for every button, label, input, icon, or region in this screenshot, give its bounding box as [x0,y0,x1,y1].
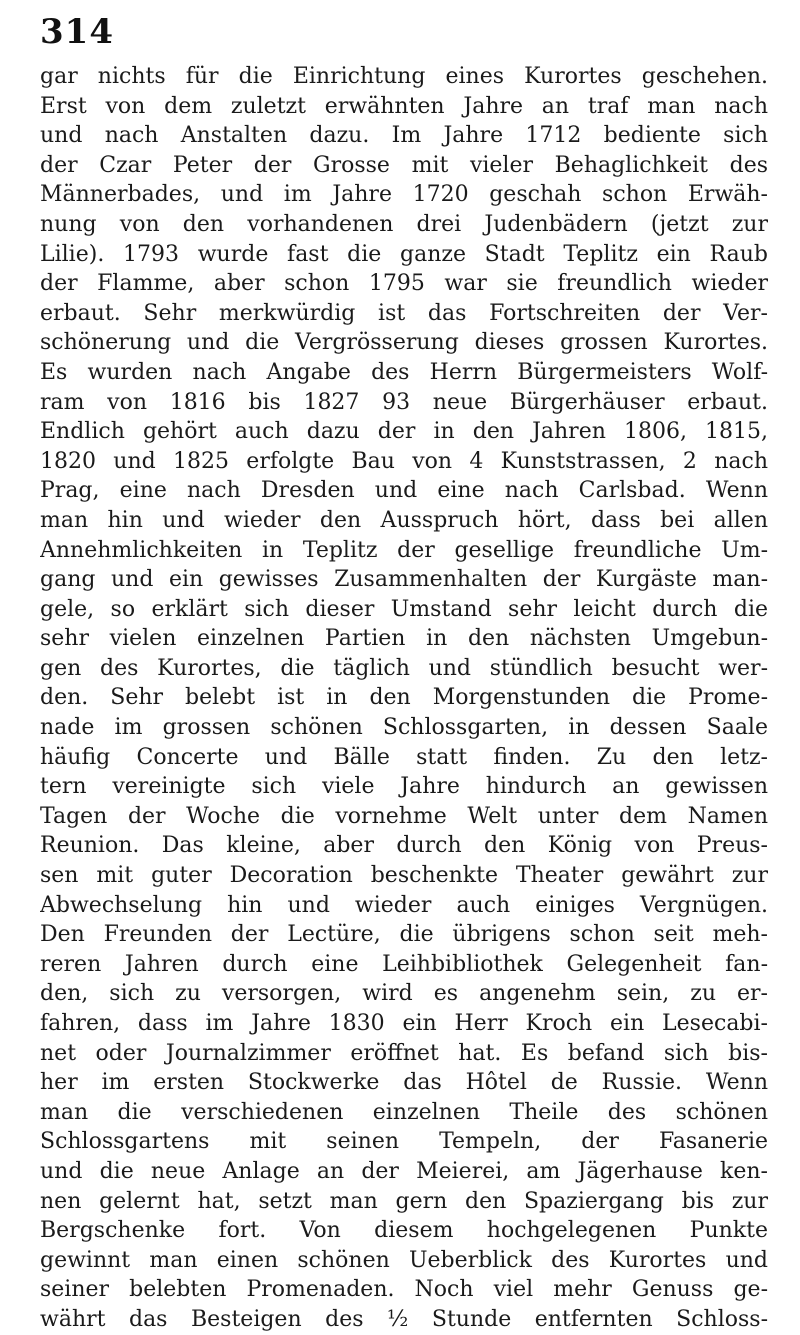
text-line: gang und ein gewisses Zusammenhalten der Kurgäste man- [40,567,768,593]
text-line: Lilie). 1793 wurde fast die ganze Stadt Teplitz ein Raub [40,241,768,267]
text-line: fahren, dass im Jahre 1830 ein Herr Kroch ein Lesecabi- [40,1011,768,1036]
text-line: nung von den vorhandenen drei Judenbädern (jetzt zur [40,211,768,237]
text-line: net oder Journalzimmer eröffnet hat. Es befand sich bis- [40,1040,768,1066]
text-line: Annehmlichkeiten in Teplitz der gesellige freundliche Um- [40,537,768,563]
text-line: den, sich zu versorgen, wird es angenehm sein, zu er- [40,981,768,1007]
text-line: nen gelernt hat, setzt man gern den Spaziergang bis zur [40,1188,768,1214]
text-line: Den Freunden der Lectüre, die übrigens schon seit meh- [40,922,768,948]
text-line: Es wurden nach Angabe des Herrn Bürgermeisters Wolf- [40,359,768,385]
text-line: nade im grossen schönen Schlossgarten, in dessen Saale [40,715,768,741]
text-line: Reunion. Das kleine, aber durch den König von Preus- [40,833,768,859]
text-line: gele, so erklärt sich dieser Umstand sehr leicht durch die [40,596,768,622]
text-line: häufig Concerte und Bälle statt finden. Zu den letz- [40,744,768,770]
page-number: 314 [40,12,114,52]
text-line: Tagen der Woche die vornehme Welt unter dem Namen [40,803,768,829]
text-line: Bergschenke fort. Von diesem hochgelegenen Punkte [40,1218,768,1244]
text-line: tern vereinigte sich viele Jahre hindurch an gewissen [40,774,768,800]
text-line: man hin und wieder den Ausspruch hört, dass bei allen [40,507,768,533]
text-line: der Czar Peter der Grosse mit vieler Behaglichkeit des [40,152,768,178]
text-line: sehr vielen einzelnen Partien in den nächsten Umgebun- [40,626,768,652]
text-line: und die neue Anlage an der Meierei, am Jägerhause ken- [40,1158,768,1184]
text-line: währt das Besteigen des ½ Stunde entfernten Schloss- [40,1306,768,1332]
text-line: man die verschiedenen einzelnen Theile des schönen [40,1099,768,1125]
text-line: gar nichts für die Einrichtung eines Kurortes geschehen. [40,64,768,89]
text-line: und nach Anstalten dazu. Im Jahre 1712 bediente sich [40,123,768,149]
text-line: Erst von dem zuletzt erwähnten Jahre an traf man nach [40,93,768,119]
text-line: 1820 und 1825 erfolgte Bau von 4 Kunststrassen, 2 nach [40,448,768,474]
text-line: Schlossgartens mit seinen Tempeln, der Fasanerie [40,1129,768,1155]
text-line: gen des Kurortes, die täglich und stündlich besucht wer- [40,655,768,681]
text-line: reren Jahren durch eine Leihbibliothek Gelegenheit fan- [40,951,768,977]
text-line: seiner belebten Promenaden. Noch viel mehr Genuss ge- [40,1277,768,1303]
text-line: her im ersten Stockwerke das Hôtel de Russie. Wenn [40,1070,768,1096]
body-text [40,62,768,1335]
text-line: Endlich gehört auch dazu der in den Jahren 1806, 1815, [40,419,768,445]
text-line: der Flamme, aber schon 1795 war sie freundlich wieder [40,271,768,297]
text-line: Männerbades, und im Jahre 1720 geschah schon Erwäh- [40,182,768,208]
text-line: schönerung und die Vergrösserung dieses grossen Kurortes. [40,330,768,356]
text-line: Prag, eine nach Dresden und eine nach Carlsbad. Wenn [40,478,768,504]
text-line: den. Sehr belebt ist in den Morgenstunden die Prome- [40,685,768,711]
text-line: ram von 1816 bis 1827 93 neue Bürgerhäuser erbaut. [40,389,768,415]
text-line: gewinnt man einen schönen Ueberblick des Kurortes und [40,1247,768,1273]
text-line: erbaut. Sehr merkwürdig ist das Fortschreiten der Ver- [40,300,768,326]
text-line: sen mit guter Decoration beschenkte Theater gewährt zur [40,863,768,889]
text-line: Abwechselung hin und wieder auch einiges Vergnügen. [40,892,768,918]
